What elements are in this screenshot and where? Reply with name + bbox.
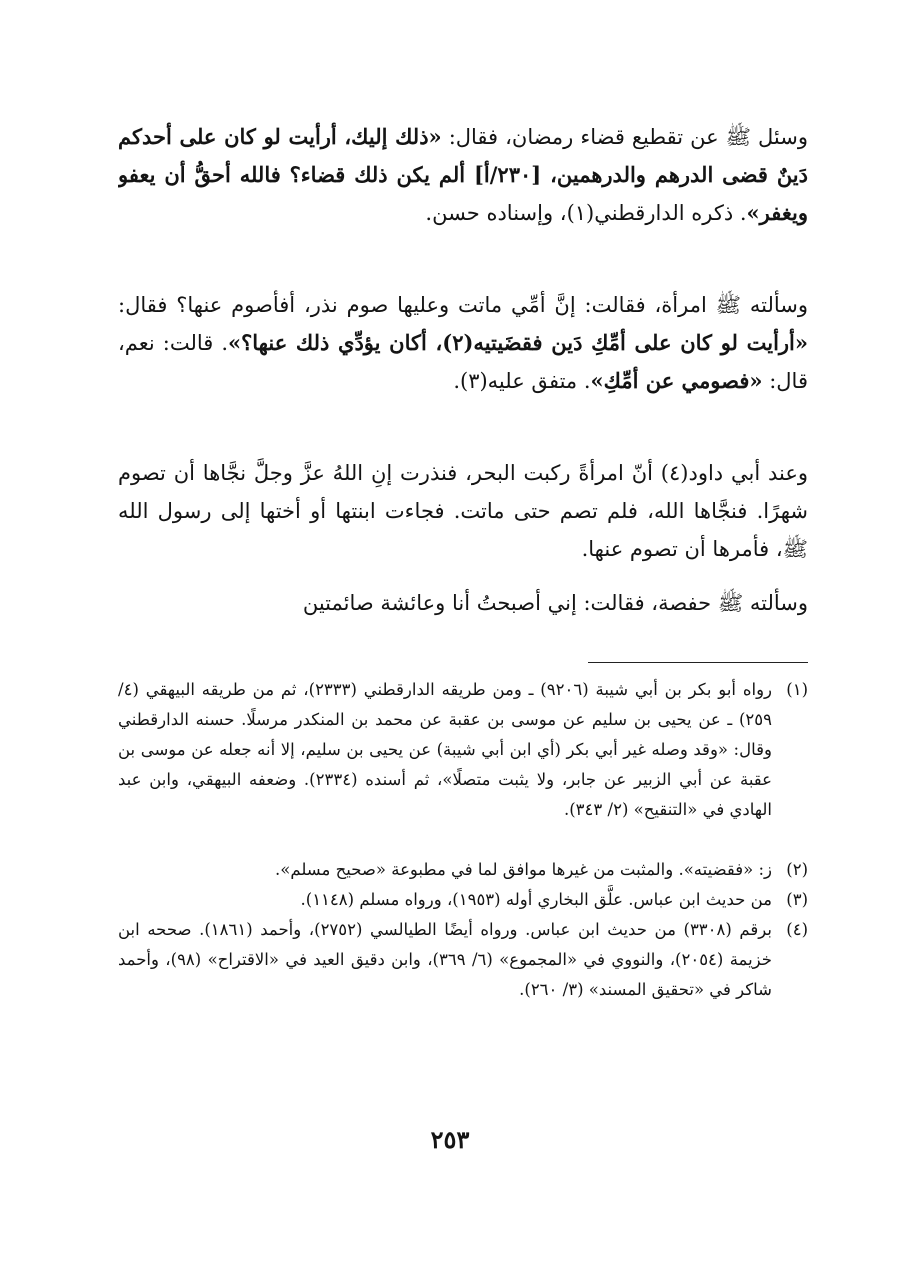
paragraph-2-tail-a: . قالت: نعم، قال: (118, 331, 808, 393)
paragraph-2 (118, 286, 808, 436)
footnote-1 (118, 675, 808, 855)
footnote-2-number: (٢) (786, 860, 808, 879)
paragraph-2-hadith-quote: «أرأيت لو كان على أمِّكِ دَين فقضَيتيه(٢)، أكان يؤدِّي ذلك عنها؟» (228, 330, 808, 355)
paragraph-1-hadith-quote: «ذلك إليك، أرأيت لو كان على أحدكم دَينٌ قضى الدرهم والدرهمين، [٢٣٠/أ] ألم يكن ذلك قضاء؟ فالله أحقُّ أن يعفو ويغفر» (118, 124, 808, 225)
page-number: ٢٥٣ (430, 1125, 470, 1154)
page-body (118, 118, 808, 1198)
paragraph-2-hadith-quote-2: «فصومي عن أمِّكِ» (590, 368, 763, 393)
paragraph-3: وعند أبي داود(٤) أنّ امرأةً ركبت البحر، فنذرت إنِ اللهُ عزَّ وجلَّ نجَّاها أن تصوم شهرًا. فنجَّاها الله، فلم تصم حتى ماتت. فجاءت ابنتها أو أختها إلى رسول الله ﷺ، فأمرها أن تصوم عنها. (118, 461, 808, 561)
paragraph-2-tail-b: . متفق عليه(٣). (453, 369, 591, 393)
paragraph-1 (118, 118, 808, 268)
footnote-4 (118, 915, 808, 1005)
footnote-1-text: رواه أبو بكر بن أبي شيبة (٩٢٠٦) ـ ومن طريقه الدارقطني (٢٣٣٣)، ثم من طريقه البيهقي (٤/ ٢٥٩) ـ عن يحيى بن سليم عن موسى بن عقبة عن محمد بن المنكدر مرسلًا. حسنه الدارقطني وقال: «وقد وصله غير أبي بكر (أي ابن أبي شيبة) عن يحيى بن سليم، إلا أنه جعله عن موسى بن عقبة عن أبي الزبير عن جابر، ولا يثبت متصلًا»، ثم أسنده (٢٣٣٤). وضعفه البيهقي، وابن عبد الهادي في «التنقيح» (٢/ ٣٤٣). (118, 680, 772, 819)
footnote-3-text: من حديث ابن عباس. علَّق البخاري أوله (١٩٥٣)، ورواه مسلم (١١٤٨). (300, 890, 772, 909)
footnote-1-number: (١) (786, 680, 808, 699)
footnote-4-text: برقم (٣٣٠٨) من حديث ابن عباس. ورواه أيضًا الطيالسي (٢٧٥٢)، وأحمد (١٨٦١). صححه ابن خزيمة (٢٠٥٤)، والنووي في «المجموع» (٦/ ٣٦٩)، وابن دقيق العيد في «الاقتراح» (٩٨)، وأحمد شاكر في «تحقيق المسند» (٣/ ٢٦٠). (118, 920, 772, 999)
footnote-3 (118, 885, 808, 915)
footnote-2 (118, 855, 808, 885)
paragraph-4: وسألته ﷺ حفصة، فقالت: إني أصبحتُ أنا وعائشة صائمتين (302, 591, 808, 615)
paragraph-1-intro: وسئل ﷺ عن تقطيع قضاء رمضان، فقال: (441, 125, 808, 149)
footnote-2-text: ز: «فقضيته». والمثبت من غيرها موافق لما في مطبوعة «صحيح مسلم». (275, 860, 772, 879)
footnotes-list (118, 675, 808, 1005)
paragraph-2-intro: وسألته ﷺ امرأة، فقالت: إنَّ أمِّي ماتت وعليها صوم نذر، أفأصوم عنها؟ فقال: (118, 293, 808, 317)
footnote-divider (588, 662, 808, 663)
paragraph-1-tail: . ذكره الدارقطني(١)، وإسناده حسن. (425, 201, 747, 225)
footnote-4-number: (٤) (786, 920, 808, 939)
footnote-3-number: (٣) (786, 890, 808, 909)
